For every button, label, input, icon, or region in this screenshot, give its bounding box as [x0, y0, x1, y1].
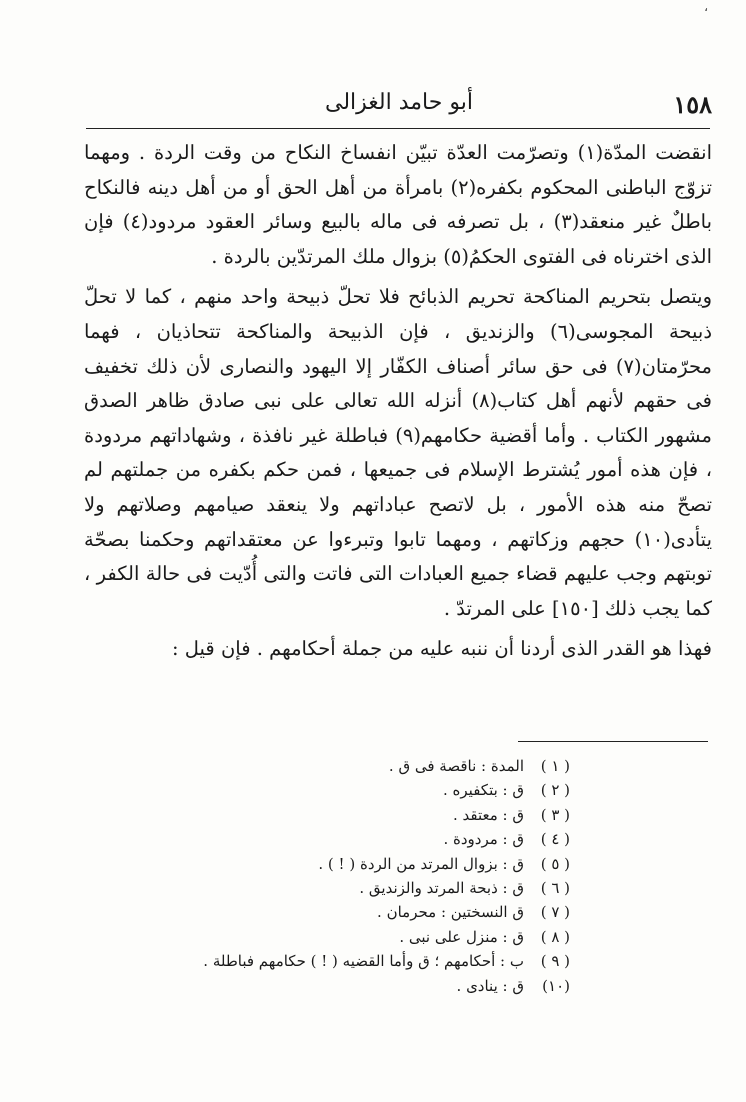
- footnote-rule: [518, 741, 708, 742]
- footnote: [190, 900, 570, 924]
- footnote-number: ( ٧ ): [540, 903, 570, 922]
- footnote-text: ق النسختين : محرمان .: [377, 903, 524, 922]
- footnote: [190, 803, 570, 827]
- footnote: [190, 876, 570, 900]
- paragraph-3: فهذا هو القدر الذى أردنا أن ننبه عليه من جملة أحكامهم . فإن قيل :: [172, 637, 712, 661]
- corner-mark: ،: [704, 0, 708, 14]
- footnote-number: ( ٥ ): [540, 854, 570, 873]
- footnote: [190, 827, 570, 851]
- paragraph-1: انقضت المدّة(١) وتصرّمت العدّة تبيّن انفساخ النكاح من وقت الردة . ومهما تزوّج الباطنى المحكوم بكفره(٢) بامرأة من أهل الحق أو من أهل دينه فالنكاح باطلٌ غير منعقد(٣) ، بل تصرفه فى ماله بالبيع وسائر العقود مردود(٤) فإن الذى اخترناه فى الفتوى الحكمُ(٥) بزوال ملك المرتدّين بالردة .: [84, 141, 713, 268]
- main-text: [84, 136, 712, 667]
- running-title: أبو حامد الغزالى: [325, 90, 473, 115]
- footnote-text: المدة : ناقصة فى ق .: [388, 757, 524, 775]
- footnote: [190, 778, 570, 802]
- footnote-number: ( ٢ ): [540, 781, 570, 800]
- footnote-number: ( ٨ ): [540, 927, 570, 946]
- footnote: [190, 925, 570, 949]
- footnote-number: (١٠): [542, 976, 570, 995]
- footnote: [190, 754, 570, 778]
- running-head: [86, 90, 712, 122]
- page-number: ١٥٨: [673, 90, 712, 119]
- paragraph-2: ويتصل بتحريم المناكحة تحريم الذبائح فلا تحلّ ذبيحة واحد منهم ، كما لا تحلّ ذبيحة المجوسى(٦) والزنديق ، فإن الذبيحة والمناكحة تتحاذيان ، فهما محرّمتان(٧) فى حق سائر أصناف الكفّار إلا اليهود والنصارى لأن ذلك تخفيف فى حقهم لأنهم أهل كتاب(٨) أنزله الله تعالى على نبى صادق ظاهر الصدق مشهور الكتاب . وأما أقضية حكامهم(٩) فباطلة غير نافذة ، وشهاداتهم مردودة ، فإن هذه أمور يُشترط الإسلام فى جميعها ، فمن حكم بكفره من جملتهم لم تصحّ منه هذه الأمور ، بل لاتصح عباداتهم ولا ينعقد صيامهم وصلاتهم ولا يتأدى(١٠) حجهم وزكاتهم ، ومهما تابوا وتبرءوا عن معتقداتهم وحكمنا بصحّة توبتهم وجب عليهم قضاء جميع العبادات التى فاتت والتى أُدّيت فى حالة الكفر ، كما يجب ذلك [١٥٠] على المرتدّ .: [84, 285, 713, 620]
- footnote: [190, 974, 570, 998]
- footnote-text: ق : مردودة .: [443, 830, 524, 849]
- footnote-text: ق : بزوال المرتد من الردة ( ! ) .: [318, 854, 524, 873]
- footnote-text: ق : ينادى .: [456, 976, 524, 995]
- footnote-text: ب : أحكامهم ؛ ق وأما القضيه ( ! ) حكامهم فباطلة .: [203, 952, 524, 971]
- footnote-number: ( ٩ ): [540, 952, 570, 971]
- footnote-text: ق : معتقد .: [452, 805, 524, 824]
- footnote-text: ق : ذبحة المرتد والزنديق .: [359, 879, 524, 898]
- footnote-number: ( ٦ ): [540, 879, 570, 898]
- footnote-number: ( ٤ ): [540, 830, 570, 849]
- footnote: [190, 852, 570, 876]
- footnotes: [190, 754, 570, 998]
- footnote-number: ( ١ ): [540, 757, 570, 775]
- footnote-text: ق : منزل على نبى .: [399, 927, 524, 946]
- footnote: [190, 949, 570, 973]
- header-rule: [86, 128, 710, 129]
- footnote-number: ( ٣ ): [540, 805, 570, 824]
- footnote-text: ق : بتكفيره .: [443, 781, 524, 800]
